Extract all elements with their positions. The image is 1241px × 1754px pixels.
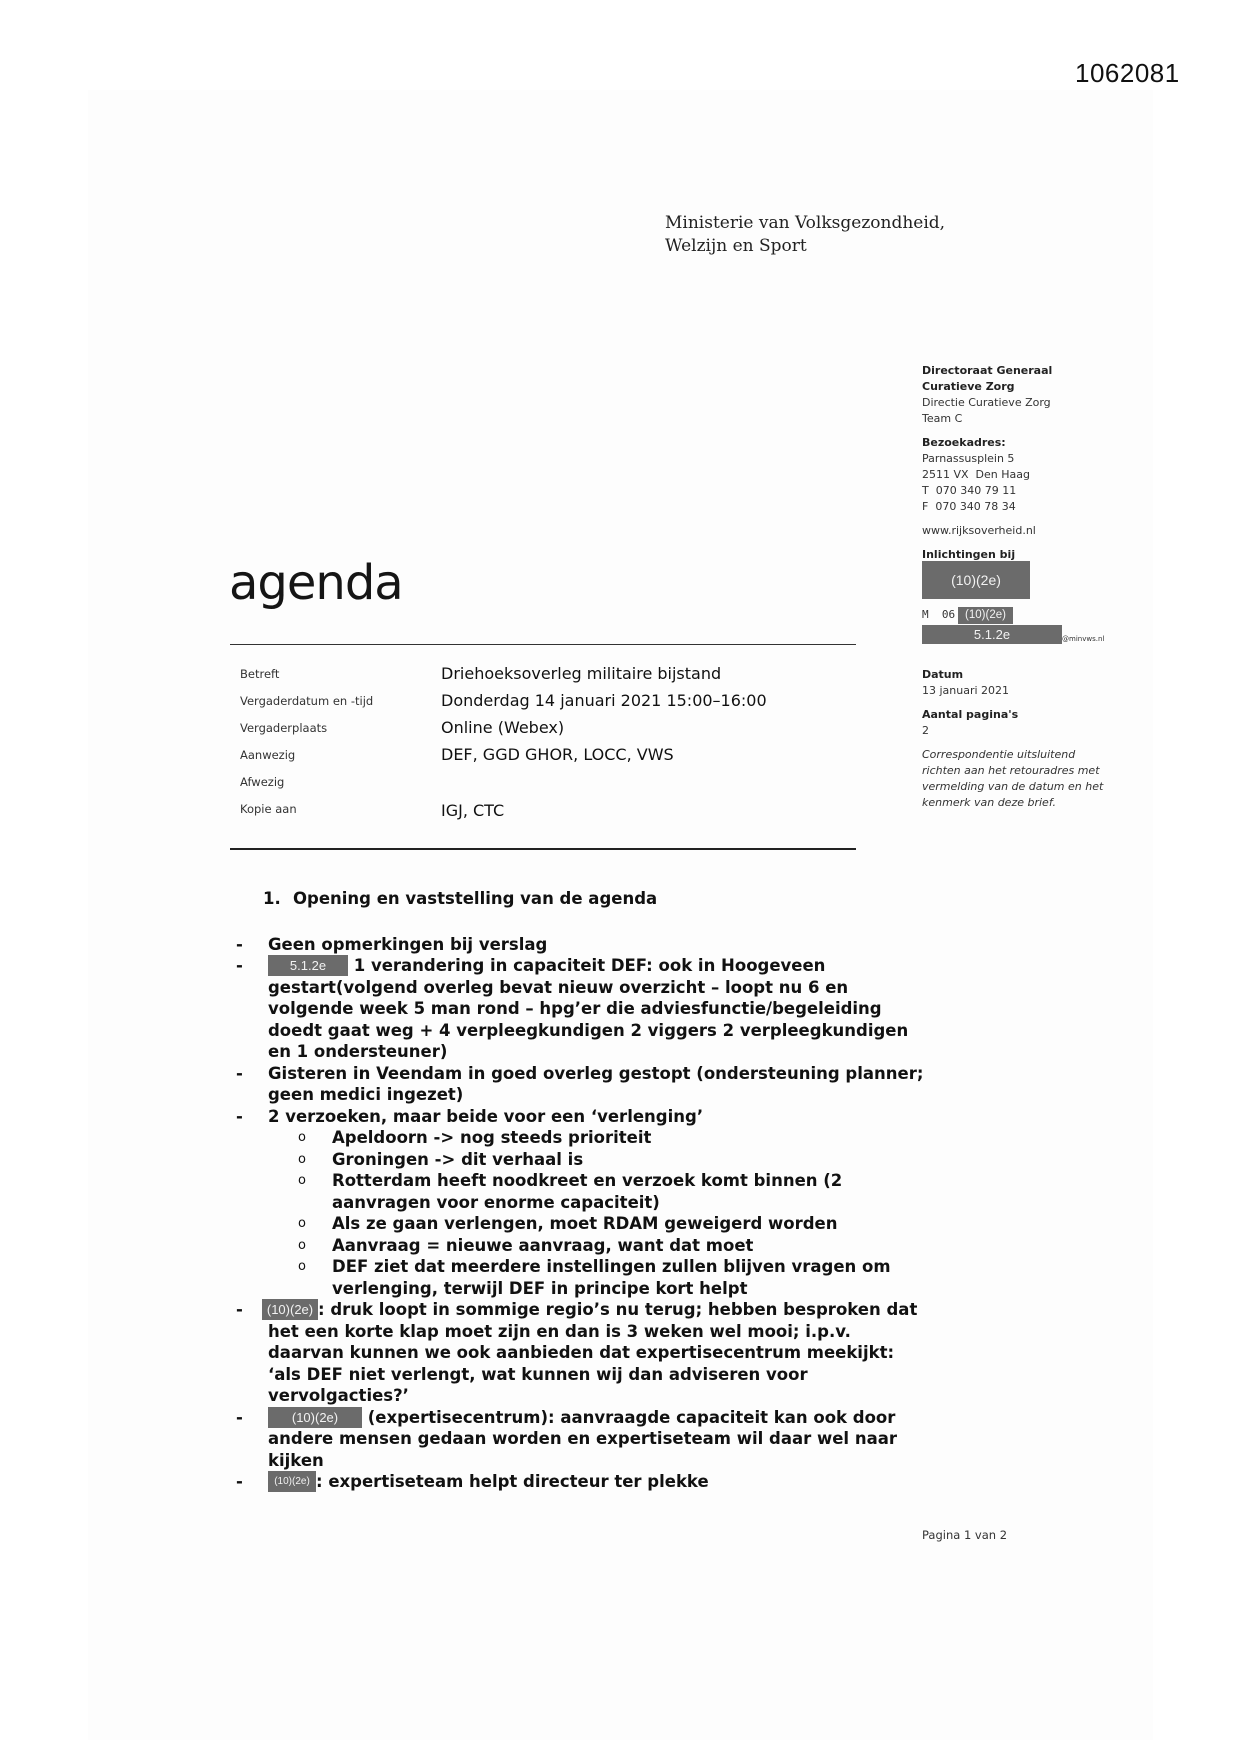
sub-list-item — [236, 1149, 936, 1171]
item-text-line: verlenging, terwijl DEF in principe kort helpt — [332, 1278, 748, 1298]
redaction-box: (10)(2e) — [268, 1407, 362, 1428]
item-text-line: geen medici ingezet) — [268, 1085, 464, 1104]
circle-bullet: o — [298, 1173, 306, 1188]
visit-address-label: Bezoekadres: — [922, 436, 1006, 449]
item-text-line: doedt gaat weg + 4 verpleegkundigen 2 viggers 2 verpleegkundigen — [268, 1020, 909, 1040]
city: 2511 VX Den Haag — [922, 468, 1030, 481]
email-domain: @minvws.nl — [1062, 635, 1105, 643]
item-text-line: Gisteren in Veendam in goed overleg gestopt (ondersteuning planner; — [268, 1063, 924, 1083]
sub-list-item — [236, 1213, 936, 1235]
fax: F 070 340 78 34 — [922, 500, 1016, 513]
dash-bullet: - — [236, 1106, 243, 1126]
meta-label: Vergaderdatum en -tijd — [240, 694, 374, 708]
date-value: 13 januari 2021 — [922, 684, 1010, 697]
item-text-line: kijken — [268, 1450, 324, 1470]
org-line-1: Directoraat Generaal — [922, 364, 1053, 377]
meta-label: Betreft — [240, 667, 280, 681]
redaction-box: (10)(2e) — [268, 1471, 316, 1492]
street: Parnassusplein 5 — [922, 452, 1015, 465]
item-text — [268, 1471, 936, 1493]
item-text-line: (expertisecentrum): aanvraagde capaciteit kan ook door — [362, 1407, 896, 1427]
item-text: Aanvraag = nieuwe aanvraag, want dat moet — [332, 1235, 754, 1255]
meta-label: Afwezig — [240, 775, 285, 789]
info-label: Inlichtingen bij — [922, 548, 1016, 561]
dash-bullet: - — [236, 1472, 243, 1491]
circle-bullet: o — [298, 1151, 306, 1167]
dash-bullet: - — [236, 1300, 243, 1319]
note-line: vermelding van de datum en het — [922, 780, 1104, 793]
item-text — [262, 1299, 936, 1321]
letterhead-sidebar — [922, 363, 1132, 811]
section-heading — [263, 888, 936, 910]
meta-value: Online (Webex) — [441, 718, 565, 737]
team: Team C — [922, 412, 963, 425]
mobile-prefix: M 06 — [922, 608, 956, 621]
item-text: Apeldoorn -> nog steeds prioriteit — [332, 1128, 652, 1147]
item-text-line: ‘als DEF niet verlengt, wat kunnen wij dan adviseren voor — [268, 1364, 808, 1384]
pages-value: 2 — [922, 724, 929, 737]
item-text-line: aanvragen voor enorme capaciteit) — [332, 1192, 660, 1212]
org-line-2: Curatieve Zorg — [922, 380, 1015, 393]
circle-bullet: o — [298, 1237, 306, 1253]
item-text-line: DEF ziet dat meerdere instellingen zullen blijven vragen om — [332, 1257, 891, 1276]
item-text: Als ze gaan verlengen, moet RDAM geweigerd worden — [332, 1214, 838, 1233]
list-item — [236, 1106, 936, 1128]
minutes-body — [236, 888, 936, 1493]
list-item — [236, 1471, 936, 1493]
item-text: Groningen -> dit verhaal is — [332, 1149, 584, 1169]
correspondence-note — [922, 747, 1132, 811]
ministry-logo-text — [665, 212, 945, 258]
note-line: kenmerk van deze brief. — [922, 796, 1056, 809]
section-title: Opening en vaststelling van de agenda — [293, 889, 658, 908]
sub-list-item — [236, 1256, 936, 1299]
redaction-box: 5.1.2e — [922, 625, 1062, 644]
redaction-box: (10)(2e) — [922, 561, 1030, 599]
redaction-box: 5.1.2e — [268, 955, 348, 976]
note-line: richten aan het retouradres met — [922, 764, 1100, 777]
page-indicator: Pagina 1 van 2 — [922, 1528, 1008, 1542]
sub-list-item — [236, 1127, 936, 1149]
item-text-line: en 1 ondersteuner) — [268, 1042, 448, 1061]
item-text-line: Rotterdam heeft noodkreet en verzoek komt binnen (2 — [332, 1171, 843, 1190]
sub-list-item — [236, 1235, 936, 1257]
meta-label: Kopie aan — [240, 802, 297, 816]
list-item — [236, 955, 936, 1063]
ministry-line-2: Welzijn en Sport — [665, 236, 807, 256]
redaction-box: (10)(2e) — [262, 1299, 318, 1320]
ministry-line-1: Ministerie van Volksgezondheid, — [665, 213, 946, 233]
dash-bullet: - — [236, 1063, 243, 1083]
phone: T 070 340 79 11 — [922, 484, 1017, 497]
meta-value: IGJ, CTC — [441, 801, 505, 820]
circle-bullet: o — [298, 1259, 306, 1274]
circle-bullet: o — [298, 1216, 306, 1231]
item-text-line: 1 verandering in capaciteit DEF: ook in Hoogeveen — [348, 956, 826, 975]
item-text-line: het een korte klap moet zijn en dan is 3 weken wel mooi; i.p.v. — [268, 1321, 851, 1341]
list-item — [236, 934, 936, 956]
dash-bullet: - — [236, 1407, 243, 1427]
list-item — [236, 1299, 936, 1407]
item-text-line: gestart(volgend overleg bevat nieuw overzicht – loopt nu 6 en — [268, 977, 849, 997]
meta-value: DEF, GGD GHOR, LOCC, VWS — [441, 745, 674, 764]
item-text-line: : expertiseteam helpt directeur ter plekke — [316, 1472, 709, 1491]
item-text-line: andere mensen gedaan worden en expertiseteam wil daar wel naar — [268, 1429, 897, 1448]
dash-bullet: - — [236, 956, 243, 975]
meta-label: Aanwezig — [240, 748, 296, 762]
meta-label: Vergaderplaats — [240, 721, 328, 735]
item-text-line: daarvan kunnen we ook aanbieden dat expertisecentrum meekijkt: — [268, 1343, 895, 1362]
section-number: 1. — [263, 889, 281, 908]
item-text-line: volgende week 5 man rond – hpg’er die adviesfunctie/begeleiding — [268, 999, 882, 1018]
pages-label: Aantal pagina's — [922, 708, 1019, 721]
sub-list-item — [236, 1170, 936, 1213]
list-item — [236, 1063, 936, 1106]
item-text: Geen opmerkingen bij verslag — [268, 934, 548, 954]
item-text-line: : druk loopt in sommige regio’s nu terug; hebben besproken dat — [318, 1300, 918, 1319]
item-text-line: vervolgacties?’ — [268, 1386, 409, 1405]
website-link[interactable]: www.rijksoverheid.nl — [922, 524, 1036, 537]
list-item — [236, 1407, 936, 1472]
redaction-box: (10)(2e) — [958, 607, 1013, 624]
department: Directie Curatieve Zorg — [922, 396, 1051, 409]
note-line: Correspondentie uitsluitend — [922, 748, 1076, 761]
item-text: 2 verzoeken, maar beide voor een ‘verlenging’ — [268, 1106, 704, 1126]
item-text — [268, 955, 936, 977]
divider-bottom — [230, 848, 856, 850]
dash-bullet: - — [236, 934, 243, 954]
date-label: Datum — [922, 668, 964, 681]
meta-value: Driehoeksoverleg militaire bijstand — [441, 664, 722, 683]
divider-top — [230, 644, 856, 645]
page-title: agenda — [229, 555, 403, 611]
meta-value: Donderdag 14 januari 2021 15:00–16:00 — [441, 691, 767, 710]
item-text — [268, 1407, 936, 1429]
circle-bullet: o — [298, 1130, 306, 1145]
document-id: 1062081 — [1075, 58, 1180, 88]
